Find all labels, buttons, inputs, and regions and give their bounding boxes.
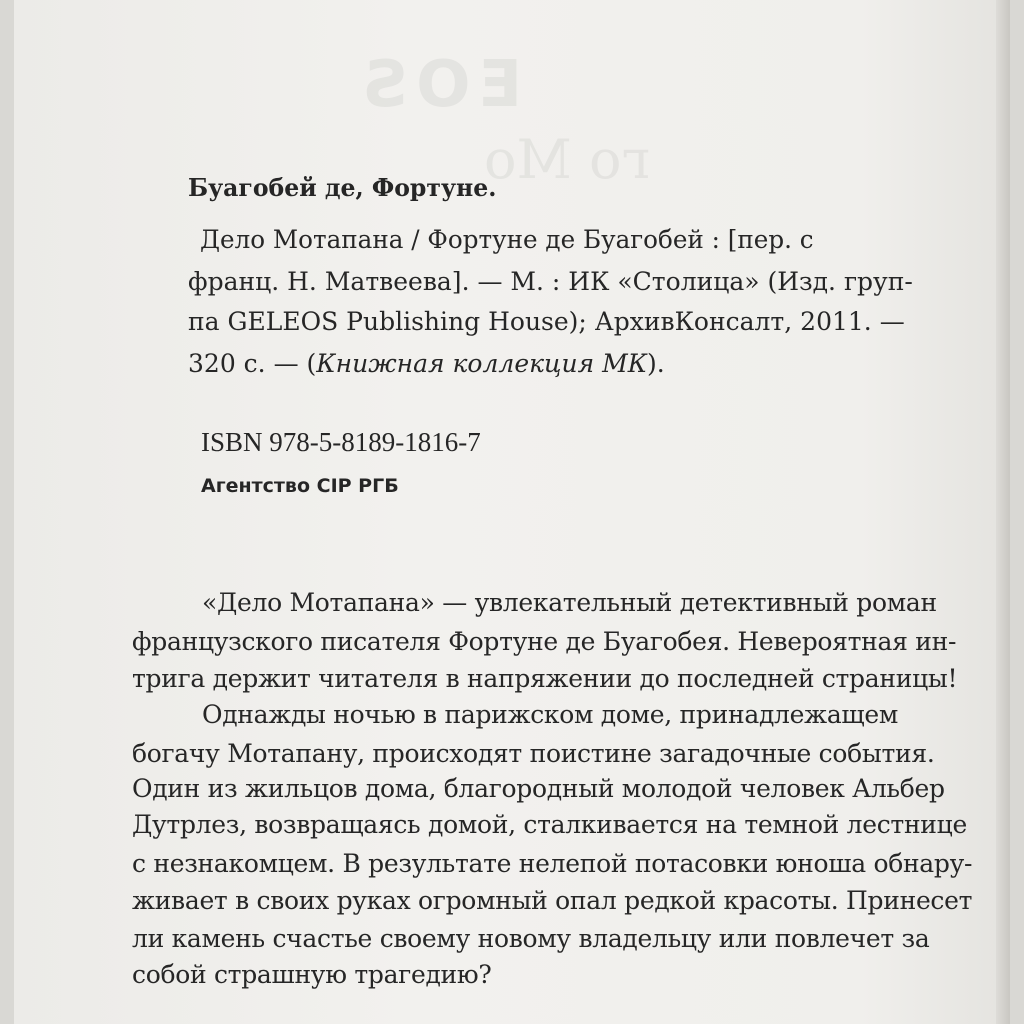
annotation-line: Один из жильцов дома, благородный молодой человек Альбер bbox=[132, 774, 945, 803]
annotation-line: богачу Мотапану, происходят поистине загадочные события. bbox=[132, 739, 935, 768]
bibliographic-pages: 320 с. — ( bbox=[188, 349, 317, 379]
annotation-line: «Дело Мотапана» — увлекательный детективный роман bbox=[202, 588, 937, 617]
show-through-ghost-text-2: го Мо bbox=[484, 128, 650, 191]
annotation-line: ли камень счастье своему новому владельцу или повлечет за bbox=[132, 924, 930, 953]
annotation-line: Однажды ночью в парижском доме, принадлежащем bbox=[202, 700, 899, 729]
cip-agency: Агентство CIP РГБ bbox=[201, 475, 399, 497]
annotation-line: трига держит читателя в напряжении до последней страницы! bbox=[132, 664, 958, 693]
show-through-ghost-text: ЕОS bbox=[354, 48, 523, 122]
bibliographic-line-4 bbox=[188, 348, 992, 380]
annotation-line: собой страшную трагедию? bbox=[132, 960, 492, 989]
annotation-line: французского писателя Фортуне де Буагобея. Невероятная ин- bbox=[132, 627, 957, 656]
series-title: Книжная коллекция МК bbox=[316, 349, 648, 379]
annotation-line: с незнакомцем. В результате нелепой потасовки юноша обнару- bbox=[132, 849, 973, 878]
bibliographic-line-3: па GELEOS Publishing House); АрхивКонсалт, 2011. — bbox=[188, 307, 905, 337]
bibliographic-line-4-end: ). bbox=[647, 349, 665, 379]
bibliographic-line-1: Дело Мотапана / Фортуне де Буагобей : [пер. с bbox=[200, 225, 814, 255]
book-page bbox=[14, 0, 1010, 1024]
bibliographic-line-2: франц. Н. Матвеева]. — М. : ИК «Столица» (Изд. груп- bbox=[188, 267, 913, 297]
bibliographic-author: Буагобей де, Фортуне. bbox=[188, 173, 497, 202]
page-edge bbox=[996, 0, 1010, 1024]
annotation-line: живает в своих руках огромный опал редкой красоты. Принесет bbox=[132, 886, 973, 915]
annotation-line: Дутрлез, возвращаясь домой, сталкивается на темной лестнице bbox=[132, 810, 967, 839]
isbn-number: ISBN 978-5-8189-1816-7 bbox=[201, 427, 481, 457]
